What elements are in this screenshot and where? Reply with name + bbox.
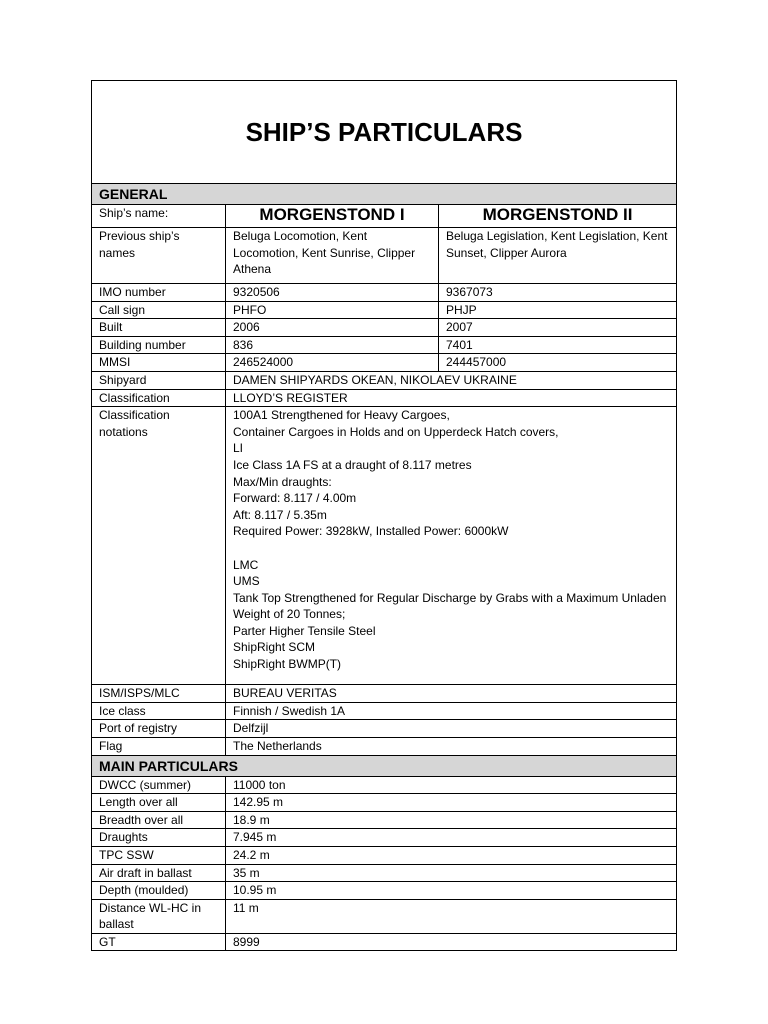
ship-name-2: MORGENSTOND II	[439, 205, 677, 228]
port-row	[92, 720, 677, 738]
previous-names-1: Beluga Locomotion, Kent Locomotion, Kent Sunrise, Clipper Athena	[226, 228, 439, 284]
mmsi-row	[92, 354, 677, 372]
imo-1: 9320506	[226, 284, 439, 302]
call-sign-1: PHFO	[226, 301, 439, 319]
shipyard-value: DAMEN SHIPYARDS OKEAN, NIKOLAEV UKRAINE	[226, 371, 677, 389]
flag-row	[92, 737, 677, 755]
page-title: SHIP’S PARTICULARS	[92, 81, 677, 184]
call-sign-row	[92, 301, 677, 319]
mmsi-2: 244457000	[439, 354, 677, 372]
ice-class-value: Finnish / Swedish 1A	[226, 702, 677, 720]
ship-name-row	[92, 205, 677, 228]
table-row	[92, 899, 677, 933]
title-row	[92, 81, 677, 184]
main-label: Air draft in ballast	[92, 864, 226, 882]
imo-label: IMO number	[92, 284, 226, 302]
main-label: Distance WL-HC in ballast	[92, 899, 226, 933]
ice-class-label: Ice class	[92, 702, 226, 720]
previous-names-label: Previous ship’s names	[92, 228, 226, 284]
table-row	[92, 864, 677, 882]
flag-value: The Netherlands	[226, 737, 677, 755]
class-notations-row	[92, 407, 677, 685]
built-row	[92, 319, 677, 337]
classification-row	[92, 389, 677, 407]
section-heading-general: GENERAL	[92, 184, 677, 205]
shipyard-row	[92, 371, 677, 389]
main-value: 11 m	[226, 899, 677, 933]
class-notations-label: Classification notations	[92, 407, 226, 685]
ship-name-1: MORGENSTOND I	[226, 205, 439, 228]
ship-name-label: Ship’s name:	[92, 205, 226, 228]
built-1: 2006	[226, 319, 439, 337]
main-label: DWCC (summer)	[92, 776, 226, 794]
port-label: Port of registry	[92, 720, 226, 738]
main-label: Draughts	[92, 829, 226, 847]
table-row	[92, 829, 677, 847]
main-value: 11000 ton	[226, 776, 677, 794]
particulars-table	[91, 80, 677, 951]
main-value: 24.2 m	[226, 846, 677, 864]
building-number-row	[92, 336, 677, 354]
ice-class-row	[92, 702, 677, 720]
built-2: 2007	[439, 319, 677, 337]
section-heading-main-particulars: MAIN PARTICULARS	[92, 755, 677, 776]
table-row	[92, 776, 677, 794]
flag-label: Flag	[92, 737, 226, 755]
section-main-row	[92, 755, 677, 776]
main-value: 8999	[226, 933, 677, 951]
main-value: 7.945 m	[226, 829, 677, 847]
main-label: Length over all	[92, 794, 226, 812]
main-value: 10.95 m	[226, 882, 677, 900]
imo-2: 9367073	[439, 284, 677, 302]
ism-value: BUREAU VERITAS	[226, 685, 677, 703]
table-row	[92, 882, 677, 900]
table-row	[92, 846, 677, 864]
previous-names-2: Beluga Legislation, Kent Legislation, Kent Sunset, Clipper Aurora	[439, 228, 677, 284]
classification-label: Classification	[92, 389, 226, 407]
table-row	[92, 811, 677, 829]
main-label: TPC SSW	[92, 846, 226, 864]
table-row	[92, 794, 677, 812]
ship-particulars-sheet	[91, 80, 676, 951]
built-label: Built	[92, 319, 226, 337]
building-number-2: 7401	[439, 336, 677, 354]
main-value: 35 m	[226, 864, 677, 882]
main-label: GT	[92, 933, 226, 951]
call-sign-2: PHJP	[439, 301, 677, 319]
mmsi-label: MMSI	[92, 354, 226, 372]
section-general-row	[92, 184, 677, 205]
building-number-1: 836	[226, 336, 439, 354]
table-row	[92, 933, 677, 951]
main-label: Breadth over all	[92, 811, 226, 829]
class-notations-value: 100A1 Strengthened for Heavy Cargoes, Container Cargoes in Holds and on Upperdeck Hatch covers, LI Ice Class 1A FS at a draught of 8.117 metres Max/Min draughts: Forward: 8.117 / 4.00m Aft: 8.117 / 5.35m Required Power: 3928kW, Installed Power: 6000kW LMC UMS Tank Top Strengthened for Regular Discharge by Grabs with a Maximum Unladen Weight of 20 Tonnes; Parter Higher Tensile Steel ShipRight SCM ShipRight BWMP(T)	[226, 407, 677, 685]
classification-value: LLOYD’S REGISTER	[226, 389, 677, 407]
shipyard-label: Shipyard	[92, 371, 226, 389]
building-number-label: Building number	[92, 336, 226, 354]
imo-row	[92, 284, 677, 302]
main-value: 142.95 m	[226, 794, 677, 812]
port-value: Delfzijl	[226, 720, 677, 738]
ism-label: ISM/ISPS/MLC	[92, 685, 226, 703]
mmsi-1: 246524000	[226, 354, 439, 372]
main-label: Depth (moulded)	[92, 882, 226, 900]
previous-names-row	[92, 228, 677, 284]
call-sign-label: Call sign	[92, 301, 226, 319]
ism-row	[92, 685, 677, 703]
main-value: 18.9 m	[226, 811, 677, 829]
